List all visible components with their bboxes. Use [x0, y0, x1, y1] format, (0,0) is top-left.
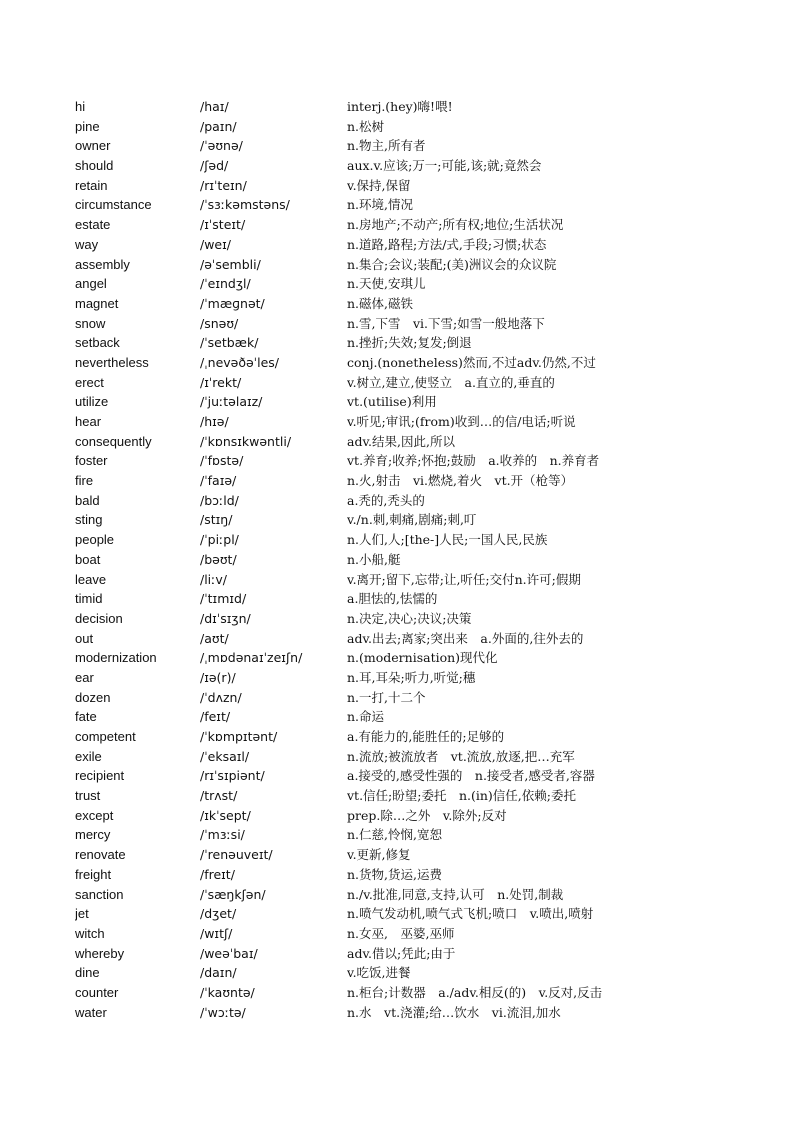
- vocab-row: [75, 195, 775, 215]
- vocab-definition: n./v.批准,同意,支持,认可 n.处罚,制裁: [347, 886, 564, 902]
- vocab-row: [75, 963, 775, 983]
- vocab-word: timid: [75, 591, 103, 607]
- vocab-phonetic: /ɪˈsteɪt/: [200, 217, 246, 233]
- vocab-phonetic: /ˈtɪmɪd/: [200, 591, 247, 607]
- vocab-word: nevertheless: [75, 354, 149, 370]
- vocab-phonetic: /trʌst/: [200, 788, 238, 804]
- vocab-phonetic: /haɪ/: [200, 99, 229, 114]
- vocab-phonetic: /əˈsembli/: [200, 256, 261, 272]
- vocab-row: [75, 570, 775, 590]
- vocab-row: [75, 156, 775, 176]
- vocab-phonetic: /ʃəd/: [200, 158, 229, 174]
- vocab-definition: n.松树: [347, 118, 385, 134]
- vocab-row: [75, 451, 775, 471]
- vocab-definition: adv.借以;凭此;由于: [347, 945, 456, 961]
- vocab-phonetic: /ˈsetbæk/: [200, 335, 259, 351]
- vocab-word: mercy: [75, 827, 111, 843]
- vocab-phonetic: /dɪˈsɪʒn/: [200, 610, 251, 626]
- vocab-row: [75, 255, 775, 275]
- vocab-word: utilize: [75, 394, 109, 410]
- vocab-word: except: [75, 807, 114, 823]
- vocab-definition: adv.出去;离家;突出来 a.外面的,往外去的: [347, 630, 584, 646]
- vocabulary-list: [75, 97, 775, 1022]
- vocab-definition: n.环境,情况: [347, 197, 413, 213]
- vocab-row: [75, 353, 775, 373]
- vocab-phonetic: /daɪn/: [200, 965, 237, 981]
- vocab-row: [75, 825, 775, 845]
- vocab-phonetic: /ˌnevəðəˈles/: [200, 354, 280, 370]
- vocab-word: setback: [75, 335, 120, 351]
- vocab-phonetic: /ˈdʌzn/: [200, 689, 242, 705]
- vocab-definition: n.挫折;失效;复发;倒退: [347, 335, 472, 351]
- vocab-phonetic: /ɪˈrekt/: [200, 374, 242, 390]
- vocab-definition: aux.v.应该;万一;可能,该;就;竟然会: [347, 158, 542, 174]
- vocab-phonetic: /ˈeksaɪl/: [200, 748, 250, 764]
- vocab-phonetic: /aʊt/: [200, 630, 229, 646]
- vocab-definition: v.听见;审讯;(from)收到…的信/电话;听说: [347, 414, 576, 429]
- vocab-word: recipient: [75, 768, 125, 784]
- vocab-word: hi: [75, 99, 86, 114]
- vocab-row: [75, 373, 775, 393]
- vocab-definition: prep.除…之外 v.除外;反对: [347, 807, 507, 823]
- vocab-definition: v.离开;留下,忘带;让,听任;交付n.许可;假期: [347, 571, 581, 587]
- vocab-word: boat: [75, 551, 101, 567]
- vocab-word: erect: [75, 374, 104, 390]
- vocab-definition: n.人们,人;[the-]人民;一国人民,民族: [347, 532, 548, 548]
- vocab-definition: adv.结果,因此,所以: [347, 433, 455, 449]
- vocab-definition: n.雪,下雪 vi.下雪;如雪一般地落下: [347, 315, 545, 331]
- vocab-row: [75, 727, 775, 747]
- vocab-row: [75, 530, 775, 550]
- vocab-phonetic: /weəˈbaɪ/: [200, 945, 258, 961]
- vocab-row: [75, 136, 775, 156]
- vocab-definition: n.水 vt.浇灌;给…饮水 vi.流泪,加水: [347, 1004, 561, 1020]
- vocab-word: snow: [75, 315, 106, 331]
- vocab-row: [75, 648, 775, 668]
- vocab-word: fate: [75, 709, 97, 725]
- vocab-row: [75, 294, 775, 314]
- vocab-word: counter: [75, 984, 119, 1000]
- vocab-phonetic: /rɪˈteɪn/: [200, 177, 247, 193]
- vocab-phonetic: /ˈfaɪə/: [200, 473, 237, 489]
- vocab-definition: n.命运: [347, 709, 385, 725]
- vocab-row: [75, 491, 775, 511]
- vocab-row: [75, 688, 775, 708]
- vocab-word: assembly: [75, 256, 130, 272]
- vocab-definition: v./n.刺,刺痛,剧痛;刺,叮: [347, 512, 477, 528]
- vocab-definition: v.更新,修复: [347, 847, 411, 863]
- vocab-definition: n.磁体,磁铁: [347, 295, 413, 311]
- vocab-row: [75, 333, 775, 353]
- vocab-word: trust: [75, 788, 101, 804]
- vocab-definition: vt.信任;盼望;委托 n.(in)信任,依赖;委托: [347, 788, 576, 804]
- vocab-row: [75, 550, 775, 570]
- vocab-word: decision: [75, 610, 123, 626]
- vocab-phonetic: /ˈrenəuveɪt/: [200, 847, 273, 863]
- vocab-definition: n.火,射击 vi.燃烧,着火 vt.开（枪等）: [347, 473, 574, 489]
- vocab-row: [75, 747, 775, 767]
- vocab-phonetic: /wɪtʃ/: [200, 925, 233, 941]
- vocab-phonetic: /ˈjuːtəlaɪz/: [200, 394, 263, 410]
- vocab-word: water: [75, 1004, 107, 1020]
- vocab-definition: v.树立,建立,使竖立 a.直立的,垂直的: [347, 374, 555, 390]
- vocab-phonetic: /ˈpiːpl/: [200, 532, 239, 548]
- vocab-definition: n.决定,决心;决议;决策: [347, 610, 472, 626]
- vocab-row: [75, 885, 775, 905]
- vocab-row: [75, 668, 775, 688]
- vocab-word: foster: [75, 453, 108, 469]
- vocab-phonetic: /ɪkˈsept/: [200, 807, 251, 823]
- vocab-phonetic: /stɪŋ/: [200, 512, 233, 528]
- vocab-word: whereby: [75, 945, 125, 961]
- vocab-row: [75, 865, 775, 885]
- vocab-phonetic: /ˈkɒnsɪkwəntli/: [200, 433, 292, 449]
- vocab-phonetic: /ˈəʊnə/: [200, 138, 243, 154]
- vocab-phonetic: /ˈkaʊntə/: [200, 984, 255, 1000]
- vocab-row: [75, 117, 775, 137]
- vocab-word: people: [75, 532, 115, 548]
- vocab-phonetic: /feɪt/: [200, 709, 231, 725]
- vocab-row: [75, 1003, 775, 1023]
- vocab-row: [75, 314, 775, 334]
- vocab-definition: n.一打,十二个: [347, 689, 426, 705]
- vocab-word: way: [75, 236, 99, 252]
- vocab-phonetic: /ˈmæɡnət/: [200, 295, 265, 311]
- vocab-row: [75, 845, 775, 865]
- vocab-row: [75, 944, 775, 964]
- vocab-definition: n.道路,路程;方法/式,手段;习惯;状态: [347, 236, 547, 252]
- vocab-word: ear: [75, 669, 94, 685]
- vocab-row: [75, 215, 775, 235]
- vocab-definition: vt.养育;收养;怀抱;鼓励 a.收养的 n.养育者: [347, 453, 600, 469]
- vocab-row: [75, 924, 775, 944]
- vocab-row: [75, 432, 775, 452]
- vocab-definition: n.货物,货运,运费: [347, 866, 442, 882]
- vocab-phonetic: /freɪt/: [200, 866, 235, 882]
- vocab-word: consequently: [75, 433, 152, 449]
- vocab-word: angel: [75, 276, 107, 292]
- vocab-definition: conj.(nonetheless)然而,不过adv.仍然,不过: [347, 354, 596, 370]
- vocab-word: estate: [75, 217, 111, 233]
- vocab-row: [75, 176, 775, 196]
- vocab-definition: n.小船,艇: [347, 551, 401, 567]
- vocab-word: witch: [75, 925, 105, 941]
- vocab-phonetic: /snəʊ/: [200, 315, 239, 331]
- vocab-row: [75, 707, 775, 727]
- vocab-phonetic: /ˌmɒdənaɪˈzeɪʃn/: [200, 650, 303, 666]
- vocab-word: out: [75, 630, 94, 646]
- vocab-word: dine: [75, 965, 100, 981]
- vocab-word: freight: [75, 866, 112, 882]
- vocab-row: [75, 274, 775, 294]
- vocab-definition: n.喷气发动机,喷气式飞机;喷口 v.喷出,喷射: [347, 906, 594, 922]
- vocab-word: bald: [75, 492, 100, 508]
- vocab-phonetic: /weɪ/: [200, 236, 231, 252]
- vocab-row: [75, 904, 775, 924]
- vocab-word: sanction: [75, 886, 124, 902]
- vocab-phonetic: /liːv/: [200, 571, 227, 587]
- vocab-definition: v.吃饭,进餐: [347, 965, 411, 981]
- vocab-definition: a.接受的,感受性强的 n.接受者,感受者,容器: [347, 768, 595, 784]
- vocab-definition: n.女巫, 巫婆,巫师: [347, 925, 455, 941]
- vocab-word: competent: [75, 729, 136, 744]
- vocab-word: hear: [75, 414, 102, 429]
- vocab-word: magnet: [75, 295, 119, 311]
- vocab-phonetic: /ˈfɒstə/: [200, 453, 244, 469]
- vocab-phonetic: /hɪə/: [200, 414, 229, 429]
- vocab-phonetic: /dʒet/: [200, 906, 237, 922]
- vocab-word: renovate: [75, 847, 126, 863]
- vocab-word: modernization: [75, 650, 157, 666]
- vocab-phonetic: /ˈwɔːtə/: [200, 1004, 246, 1020]
- vocab-definition: n.耳,耳朵;听力,听觉;穗: [347, 669, 476, 685]
- vocab-row: [75, 806, 775, 826]
- vocab-definition: n.柜台;计数器 a./adv.相反(的) v.反对,反击: [347, 984, 603, 1000]
- vocab-definition: n.仁慈,怜悯,宽恕: [347, 827, 442, 843]
- vocab-definition: n.集合;会议;装配;(美)洲议会的众议院: [347, 256, 557, 272]
- vocab-phonetic: /rɪˈsɪpiənt/: [200, 768, 265, 784]
- vocab-word: pine: [75, 118, 100, 134]
- vocab-word: owner: [75, 138, 111, 154]
- vocab-phonetic: /ˈsæŋkʃən/: [200, 886, 266, 902]
- vocab-word: exile: [75, 748, 102, 764]
- vocab-word: leave: [75, 571, 107, 587]
- vocab-row: [75, 510, 775, 530]
- vocab-word: retain: [75, 177, 108, 193]
- vocab-row: [75, 609, 775, 629]
- vocab-row: [75, 97, 775, 117]
- vocab-definition: n.天使,安琪儿: [347, 276, 426, 292]
- vocab-definition: n.物主,所有者: [347, 138, 426, 154]
- vocab-definition: a.秃的,秃头的: [347, 492, 425, 508]
- vocab-word: dozen: [75, 689, 111, 705]
- vocab-definition: interj.(hey)嗨!喂!: [347, 99, 453, 114]
- vocab-phonetic: /ˈkɒmpɪtənt/: [200, 729, 278, 744]
- vocab-row: [75, 412, 775, 432]
- vocab-phonetic: /paɪn/: [200, 118, 237, 134]
- vocab-definition: a.有能力的,能胜任的;足够的: [347, 729, 505, 744]
- vocab-word: sting: [75, 512, 103, 528]
- vocab-row: [75, 629, 775, 649]
- vocab-word: jet: [75, 906, 89, 922]
- vocab-row: [75, 983, 775, 1003]
- vocab-definition: a.胆怯的,怯懦的: [347, 591, 438, 607]
- vocab-phonetic: /ˈsɜːkəmstəns/: [200, 197, 290, 213]
- vocab-row: [75, 235, 775, 255]
- vocab-row: [75, 786, 775, 806]
- vocab-row: [75, 392, 775, 412]
- vocab-definition: n.(modernisation)现代化: [347, 650, 498, 666]
- vocab-definition: v.保持,保留: [347, 177, 411, 193]
- vocab-word: fire: [75, 473, 94, 489]
- vocab-phonetic: /bəʊt/: [200, 551, 237, 567]
- vocab-word: circumstance: [75, 197, 152, 213]
- vocab-phonetic: /ɪə(r)/: [200, 669, 236, 685]
- vocab-word: should: [75, 158, 114, 174]
- vocab-phonetic: /ˈmɜːsi/: [200, 827, 245, 843]
- vocab-row: [75, 589, 775, 609]
- vocab-row: [75, 471, 775, 491]
- vocab-row: [75, 766, 775, 786]
- vocab-phonetic: /bɔːld/: [200, 492, 239, 508]
- vocab-phonetic: /ˈeɪndʒl/: [200, 276, 251, 292]
- vocab-definition: n.流放;被流放者 vt.流放,放逐,把…充军: [347, 748, 575, 764]
- vocab-definition: n.房地产;不动产;所有权;地位;生活状况: [347, 217, 564, 233]
- vocab-definition: vt.(utilise)利用: [347, 394, 437, 410]
